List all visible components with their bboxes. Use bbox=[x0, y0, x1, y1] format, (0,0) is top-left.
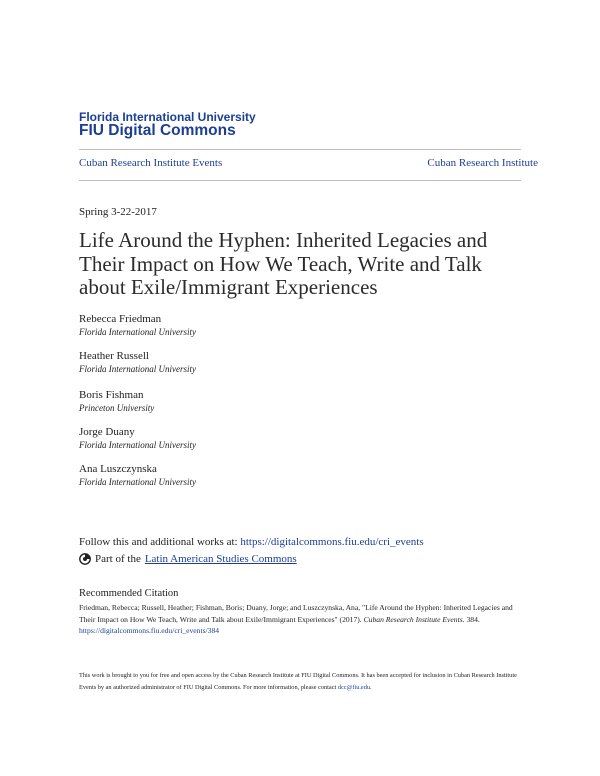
part-of-line bbox=[79, 553, 297, 565]
middle-divider bbox=[79, 180, 521, 181]
top-divider bbox=[79, 149, 521, 150]
author-name: Rebecca Friedman bbox=[79, 313, 162, 325]
author-affiliation: Princeton University bbox=[79, 403, 155, 413]
author-affiliation: Florida International University bbox=[79, 364, 196, 374]
author-affiliation: Florida International University bbox=[79, 327, 196, 337]
citation-series: Cuban Research Institute Events bbox=[363, 614, 463, 624]
collection-link-events[interactable]: Cuban Research Institute Events bbox=[79, 157, 223, 169]
citation-heading: Recommended Citation bbox=[79, 588, 179, 599]
discipline-link[interactable]: Latin American Studies Commons bbox=[144, 553, 297, 565]
author-name: Boris Fishman bbox=[79, 389, 144, 401]
author-name: Ana Luszczynska bbox=[79, 463, 157, 475]
footer-end: . bbox=[370, 683, 372, 691]
collection-link-institute[interactable]: Cuban Research Institute bbox=[427, 157, 538, 169]
author-affiliation: Florida International University bbox=[79, 477, 196, 487]
network-icon bbox=[79, 553, 91, 565]
author-name: Jorge Duany bbox=[79, 426, 135, 438]
repository-name[interactable]: FIU Digital Commons bbox=[79, 122, 236, 139]
footer-notice bbox=[79, 670, 524, 693]
document-title: Life Around the Hyphen: Inherited Legacies and Their Impact on How We Teach, Write and Talk about Exile/Immigrant Experiences bbox=[79, 228, 488, 299]
citation-text bbox=[79, 602, 524, 637]
citation-number: . 384. bbox=[462, 614, 480, 624]
institution-name: Florida International University bbox=[79, 110, 256, 124]
citation-url-link[interactable]: https://digitalcommons.fiu.edu/cri_events/384 bbox=[79, 626, 220, 635]
footer-text: This work is brought to you for free and open access by the Cuban Research Institute at FIU Digital Commons. It has been accepted for inclusion in Cuban Research Institute Events by an authorized administrator of FIU Digital Commons. For more information, please contact bbox=[79, 672, 517, 691]
follow-line bbox=[79, 536, 424, 548]
contact-email-link[interactable]: dcc@fiu.edu bbox=[337, 683, 371, 691]
follow-text: Follow this and additional works at: bbox=[79, 536, 241, 548]
author-affiliation: Florida International University bbox=[79, 440, 196, 450]
collection-url-link[interactable]: https://digitalcommons.fiu.edu/cri_events bbox=[240, 536, 424, 548]
author-name: Heather Russell bbox=[79, 350, 149, 362]
publication-date: Spring 3-22-2017 bbox=[79, 206, 157, 218]
part-of-text: Part of the bbox=[95, 553, 141, 565]
citation-body: Friedman, Rebecca; Russell, Heather; Fishman, Boris; Duany, Jorge; and Luszczynska, Ana, "Life Around the Hyphen: Inherited Legacies and Their Impact on How We Teach, Write and Talk about Exile/Immigrant Experiences" (2017). bbox=[79, 603, 513, 624]
